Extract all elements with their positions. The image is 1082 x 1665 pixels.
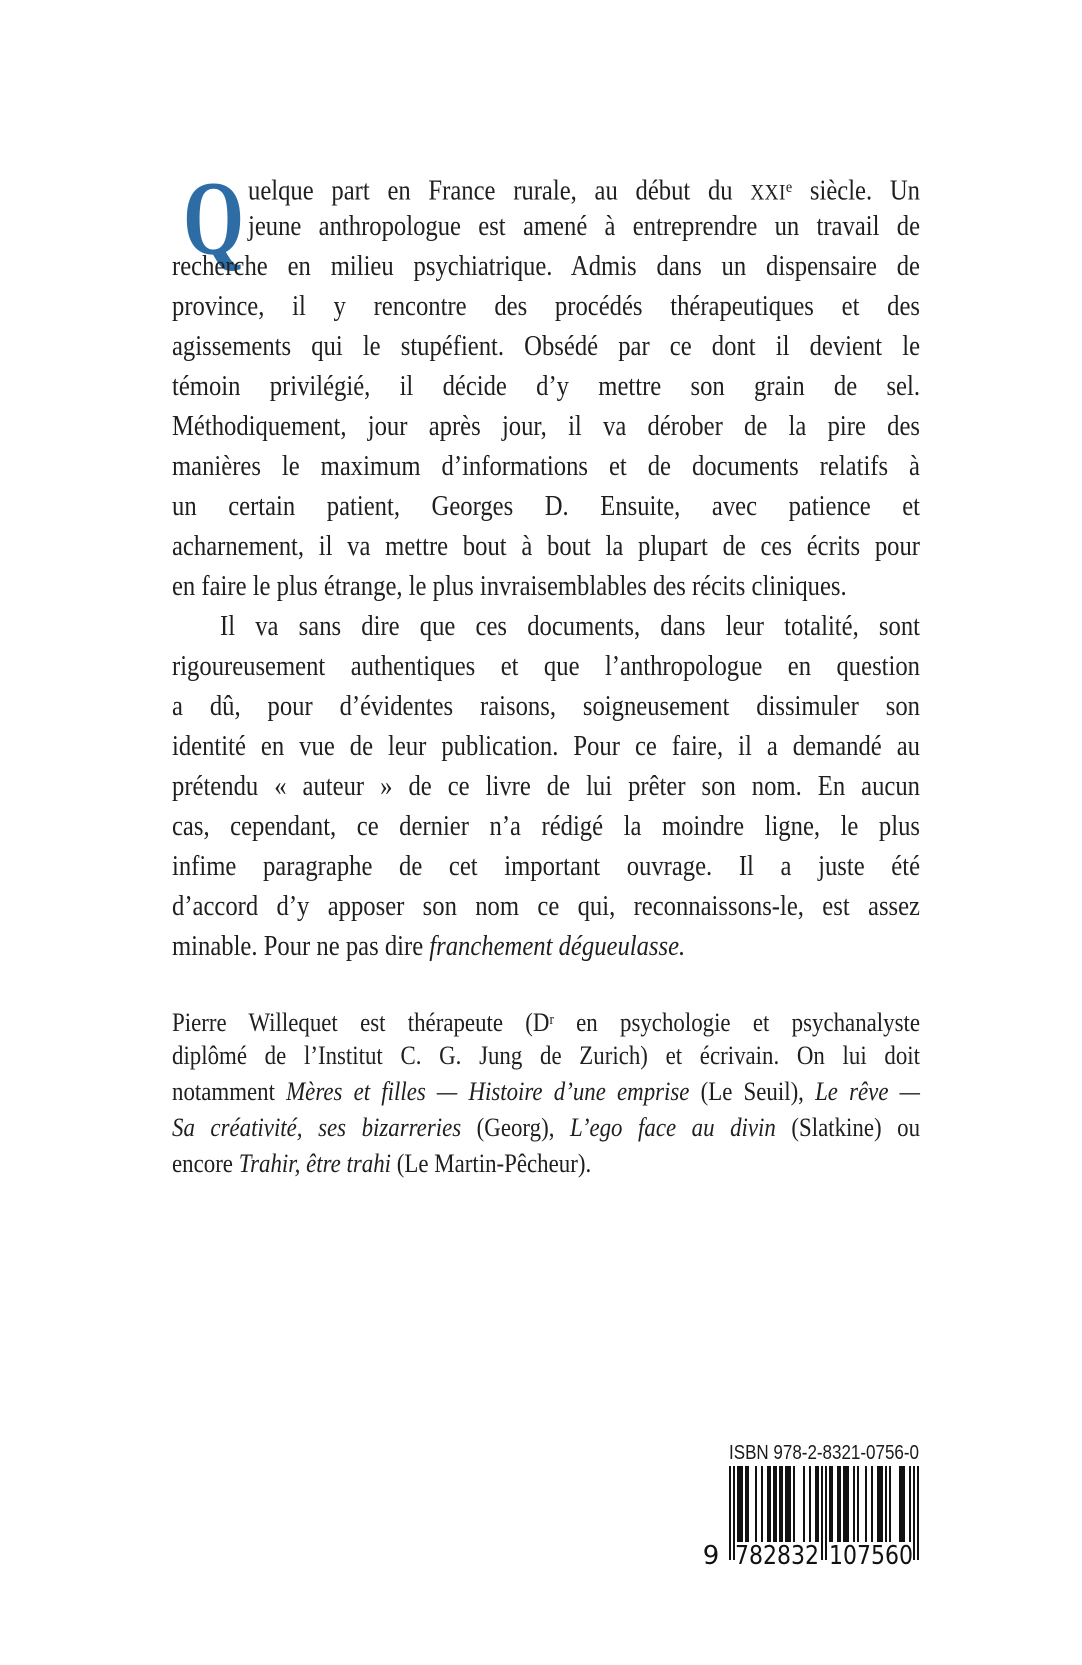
barcode-bar <box>761 1466 763 1542</box>
synopsis-line: uelque part en France rurale, au début du XXIe siècle. Un <box>248 175 920 207</box>
barcode-bar <box>901 1466 903 1542</box>
barcode-bar <box>829 1466 831 1542</box>
author-bio-text <box>172 1002 920 1182</box>
bio-line: Sa créativité, ses bizarreries (Georg), L’ego face au divin (Slatkine) ou <box>172 1113 921 1142</box>
barcode-bar <box>845 1466 847 1542</box>
isbn-label-wrap <box>729 1442 919 1464</box>
bio-line: encore Trahir, être trahi (Le Martin-Pêcheur). <box>172 1149 592 1178</box>
barcode-bar <box>793 1466 795 1542</box>
ean13-barcode <box>695 1466 931 1568</box>
barcode-bar <box>889 1466 891 1542</box>
barcode-digits: 782832 <box>735 1541 819 1568</box>
barcode-bar <box>877 1466 879 1542</box>
synopsis-line: minable. Pour ne pas dire franchement dégueulasse. <box>172 931 686 962</box>
barcode-bar <box>853 1466 855 1542</box>
barcode-bar <box>879 1466 881 1542</box>
barcode-bar <box>903 1466 905 1542</box>
synopsis-line: prétendu « auteur » de ce livre de lui prêter son nom. En aucun <box>172 771 920 802</box>
barcode-bar <box>773 1466 775 1542</box>
barcode-bar <box>913 1466 915 1560</box>
barcode-bar <box>809 1466 811 1542</box>
bio-line: diplômé de l’Institut C. G. Jung de Zurich) et écrivain. On lui doit <box>172 1041 920 1070</box>
barcode-bar <box>789 1466 791 1542</box>
barcode-bar <box>881 1466 883 1542</box>
barcode-bar <box>781 1466 783 1542</box>
barcode-digits: 9 <box>702 1541 720 1568</box>
barcode-bar <box>775 1466 777 1542</box>
synopsis-line: Méthodiquement, jour après jour, il va dérober de la pire des <box>172 411 920 442</box>
barcode-bar <box>847 1466 849 1542</box>
barcode-bar <box>871 1466 873 1542</box>
barcode-bar <box>857 1466 859 1542</box>
synopsis-line: a dû, pour d’évidentes raisons, soigneusement dissimuler son <box>172 691 920 722</box>
barcode-bar <box>787 1466 789 1542</box>
barcode-bar <box>745 1466 747 1542</box>
synopsis-line: cas, cependant, ce dernier n’a rédigé la moindre ligne, le plus <box>172 811 920 842</box>
barcode-bar <box>803 1466 805 1542</box>
synopsis-line: un certain patient, Georges D. Ensuite, avec patience et <box>172 491 920 522</box>
barcode-bar <box>741 1466 743 1542</box>
barcode-bar <box>821 1466 823 1560</box>
barcode-bar <box>885 1466 887 1542</box>
synopsis-line: infime paragraphe de cet important ouvrage. Il a juste été <box>172 851 920 882</box>
barcode-bar <box>843 1466 845 1542</box>
synopsis-line: agissements qui le stupéfient. Obsédé par ce dont il devient le <box>172 331 920 362</box>
barcode-bar <box>729 1466 731 1560</box>
barcode-bar <box>831 1466 833 1542</box>
barcode-bar <box>825 1466 827 1560</box>
dropcap-letter-q: Q <box>183 160 245 277</box>
barcode-bar <box>769 1466 771 1542</box>
bio-line: notamment Mères et filles — Histoire d’une emprise (Le Seuil), Le rêve — <box>172 1077 920 1106</box>
bio-line: Pierre Willequet est thérapeute ($D^r$ en psychologie et psychanalyste <box>172 1007 920 1037</box>
synopsis-line: recherche en milieu psychiatrique. Admis dans un dispensaire de <box>172 251 920 282</box>
barcode-bar <box>899 1466 901 1542</box>
synopsis-line: province, il y rencontre des procédés thérapeutiques et des <box>172 291 920 322</box>
barcode-bar <box>737 1466 739 1542</box>
barcode-bar <box>779 1466 781 1542</box>
barcode-bar <box>785 1466 787 1542</box>
synopsis-line: jeune anthropologue est amené à entreprendre un travail de <box>248 211 921 242</box>
barcode-bar <box>739 1466 741 1542</box>
synopsis-line: manières le maximum d’informations et de documents relatifs à <box>172 451 920 482</box>
synopsis-line: en faire le plus étrange, le plus invraisemblables des récits cliniques. <box>172 571 847 602</box>
synopsis-line: témoin privilégié, il décide d’y mettre son grain de sel. <box>172 371 920 402</box>
synopsis-line: identité en vue de leur publication. Pour ce faire, il a demandé au <box>172 731 920 762</box>
isbn-label: ISBN 978-2-8321-0756-0 <box>729 1442 919 1464</box>
synopsis-line: rigoureusement authentiques et que l’anthropologue en question <box>172 651 920 682</box>
barcode-digits: 107560 <box>829 1541 913 1568</box>
barcode-bar <box>755 1466 757 1542</box>
isbn-block <box>695 1442 931 1568</box>
barcode-bar <box>747 1466 749 1542</box>
synopsis-line: acharnement, il va mettre bout à bout la plupart de ces écrits pour <box>172 531 920 562</box>
synopsis-line: Il va sans dire que ces documents, dans leur totalité, sont <box>220 611 920 642</box>
barcode-bar <box>839 1466 841 1542</box>
synopsis-text <box>172 160 921 967</box>
barcode-bar <box>767 1466 769 1542</box>
barcode-bar <box>817 1466 819 1542</box>
barcode-bar <box>815 1466 817 1542</box>
barcode-bar <box>865 1466 867 1542</box>
barcode-bar <box>909 1466 911 1542</box>
synopsis-line: d’accord d’y apposer son nom ce qui, reconnaissons-le, est assez <box>172 891 920 922</box>
barcode-bar <box>917 1466 919 1560</box>
barcode-bar <box>837 1466 839 1542</box>
